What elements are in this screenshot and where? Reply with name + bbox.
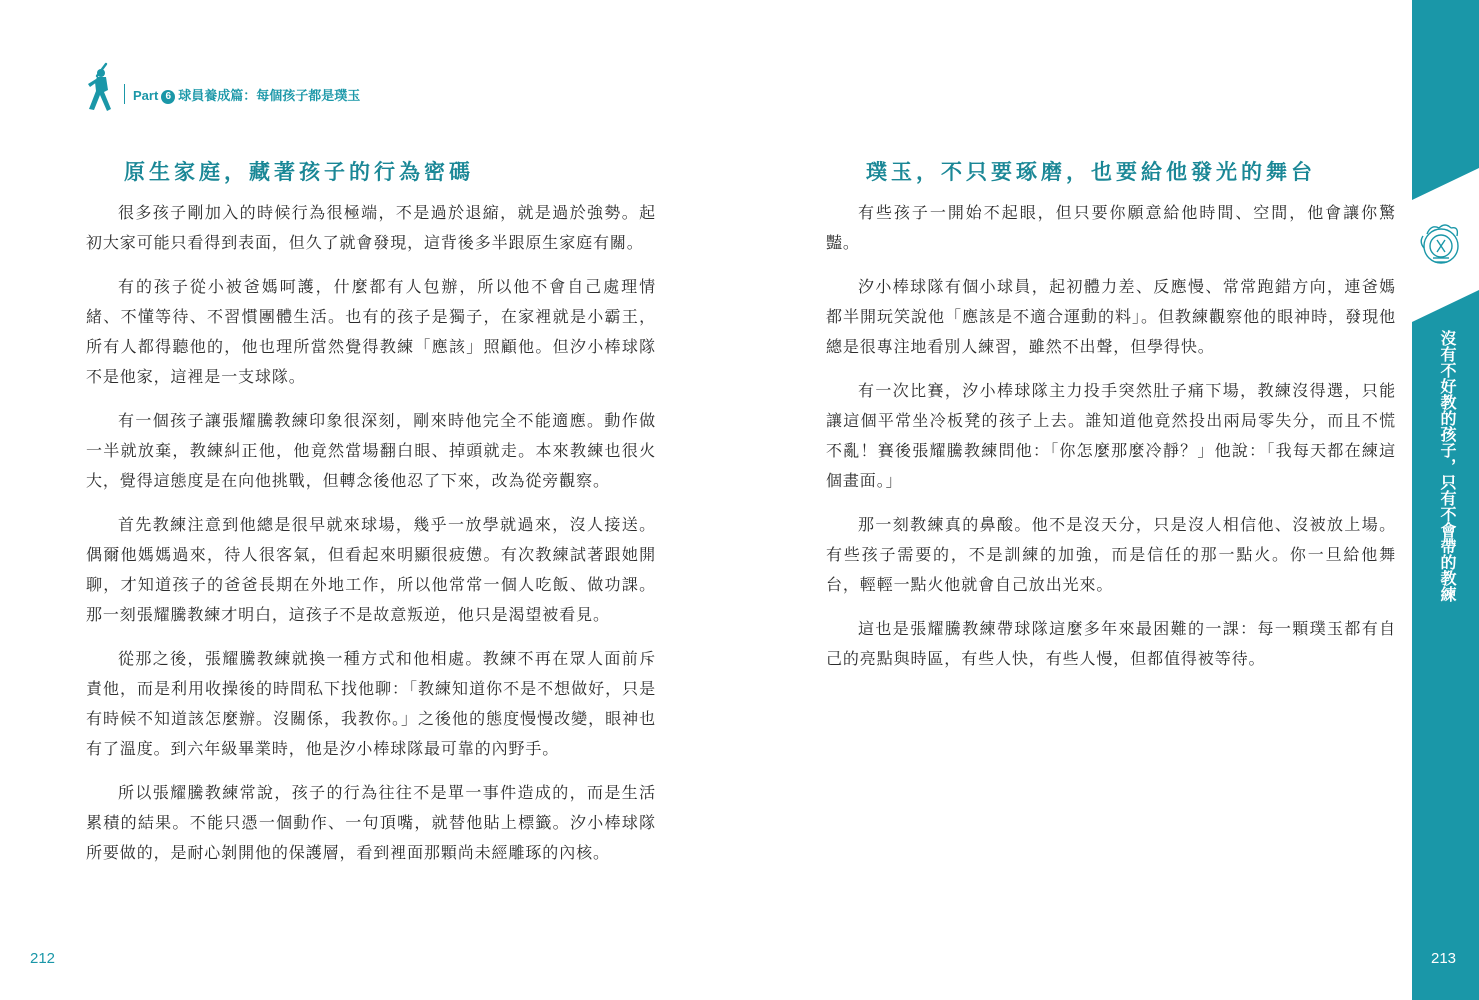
right-page-content [826, 156, 1396, 688]
part-number-badge: 6 [161, 90, 175, 104]
paragraph: 那一刻教練真的鼻酸。他不是沒天分，只是沒人相信他、沒被放上場。有些孩子需要的，不是訓練的加強，而是信任的那一點火。你一旦給他舞台，輕輕一點火他就會自己放出光來。 [826, 515, 1396, 594]
paragraph: 有一次比賽，汐小棒球隊主力投手突然肚子痛下場，教練沒得選，只能讓這個平常坐冷板凳的孩子上去。誰知道他竟然投出兩局零失分，而且不慌不亂！賽後張耀騰教練問他：「你怎麼那麼冷靜？」他說：「我每天都在練這個畫面。」 [826, 381, 1396, 490]
paragraph: 有些孩子一開始不起眼，但只要你願意給他時間、空間，他會讓你驚豔。 [826, 203, 1396, 252]
part-label: Part [133, 87, 159, 103]
paragraph: 很多孩子剛加入的時候行為很極端，不是過於退縮，就是過於強勢。起初大家可能只看得到表面，但久了就會發現，這背後多半跟原生家庭有關。 [86, 203, 656, 252]
paragraph: 從那之後，張耀騰教練就換一種方式和他相處。教練不再在眾人面前斥責他，而是利用收操後的時間私下找他聊：「教練知道你不是不想做好，只是有時候不知道該怎麼辦。沒關係，我教你。」之後他的態度慢慢改變，眼神也有了溫度。到六年級畢業時，他是汐小棒球隊最可靠的內野手。 [86, 649, 656, 758]
page-number-right: 213 [1431, 950, 1457, 967]
paragraph: 首先教練注意到他總是很早就來球場，幾乎一放學就過來，沒人接送。偶爾他媽媽過來，待人很客氣，但看起來明顯很疲憊。有次教練試著跟她開聊，才知道孩子的爸爸長期在外地工作，所以他常常一個人吃飯、做功課。那一刻張耀騰教練才明白，這孩子不是故意叛逆，他只是渴望被看見。 [86, 515, 656, 624]
paragraph: 所以張耀騰教練常說，孩子的行為往往不是單一事件造成的，而是生活累積的結果。不能只憑一個動作、一句頂嘴，就替他貼上標籤。汐小棒球隊所要做的，是耐心剝開他的保護層，看到裡面那顆尚未經雕琢的內核。 [86, 783, 656, 862]
baseball-batter-icon [84, 62, 118, 114]
page-number-left: 212 [30, 950, 56, 967]
side-tab-wedge [1412, 0, 1479, 340]
baseball-glove-icon [1415, 218, 1467, 270]
paragraph: 這也是張耀騰教練帶球隊這麼多年來最困難的一課：每一顆璞玉都有自己的亮點與時區，有些人快，有些人慢，但都值得被等待。 [826, 619, 1396, 668]
chapter-title: 球員養成篇：每個孩子都是璞玉 [178, 88, 361, 104]
header-divider [124, 84, 125, 104]
left-page-content [86, 156, 656, 882]
paragraph: 汐小棒球隊有個小球員，起初體力差、反應慢、常常跑錯方向，連爸媽都半開玩笑說他「應該是不適合運動的料」。但教練觀察他的眼神時，發現他總是很專注地看別人練習，雖然不出聲，但學得快。 [826, 277, 1396, 356]
chapter-header [133, 85, 360, 104]
paragraph: 有一個孩子讓張耀騰教練印象很深刻，剛來時他完全不能適應。動作做一半就放棄，教練糾正他，他竟然當場翻白眼、掉頭就走。本來教練也很火大，覺得這態度是在向他挑戰，但轉念後他忍了下來，改為從旁觀察。 [86, 411, 656, 490]
running-header [84, 58, 360, 118]
left-section-title: 原生家庭，藏著孩子的行為密碼 [124, 159, 474, 184]
side-tab-title: 沒有不好教的孩子，只有不會帶的教練 [1438, 330, 1457, 602]
paragraph: 有的孩子從小被爸媽呵護，什麼都有人包辦，所以他不會自己處理情緒、不懂等待、不習慣團體生活。也有的孩子是獨子，在家裡就是小霸王，所有人都得聽他的，他也理所當然覺得教練「應該」照顧他。但汐小棒球隊不是他家，這裡是一支球隊。 [86, 277, 656, 386]
right-section-title: 璞玉，不只要琢磨，也要給他發光的舞台 [866, 159, 1316, 184]
